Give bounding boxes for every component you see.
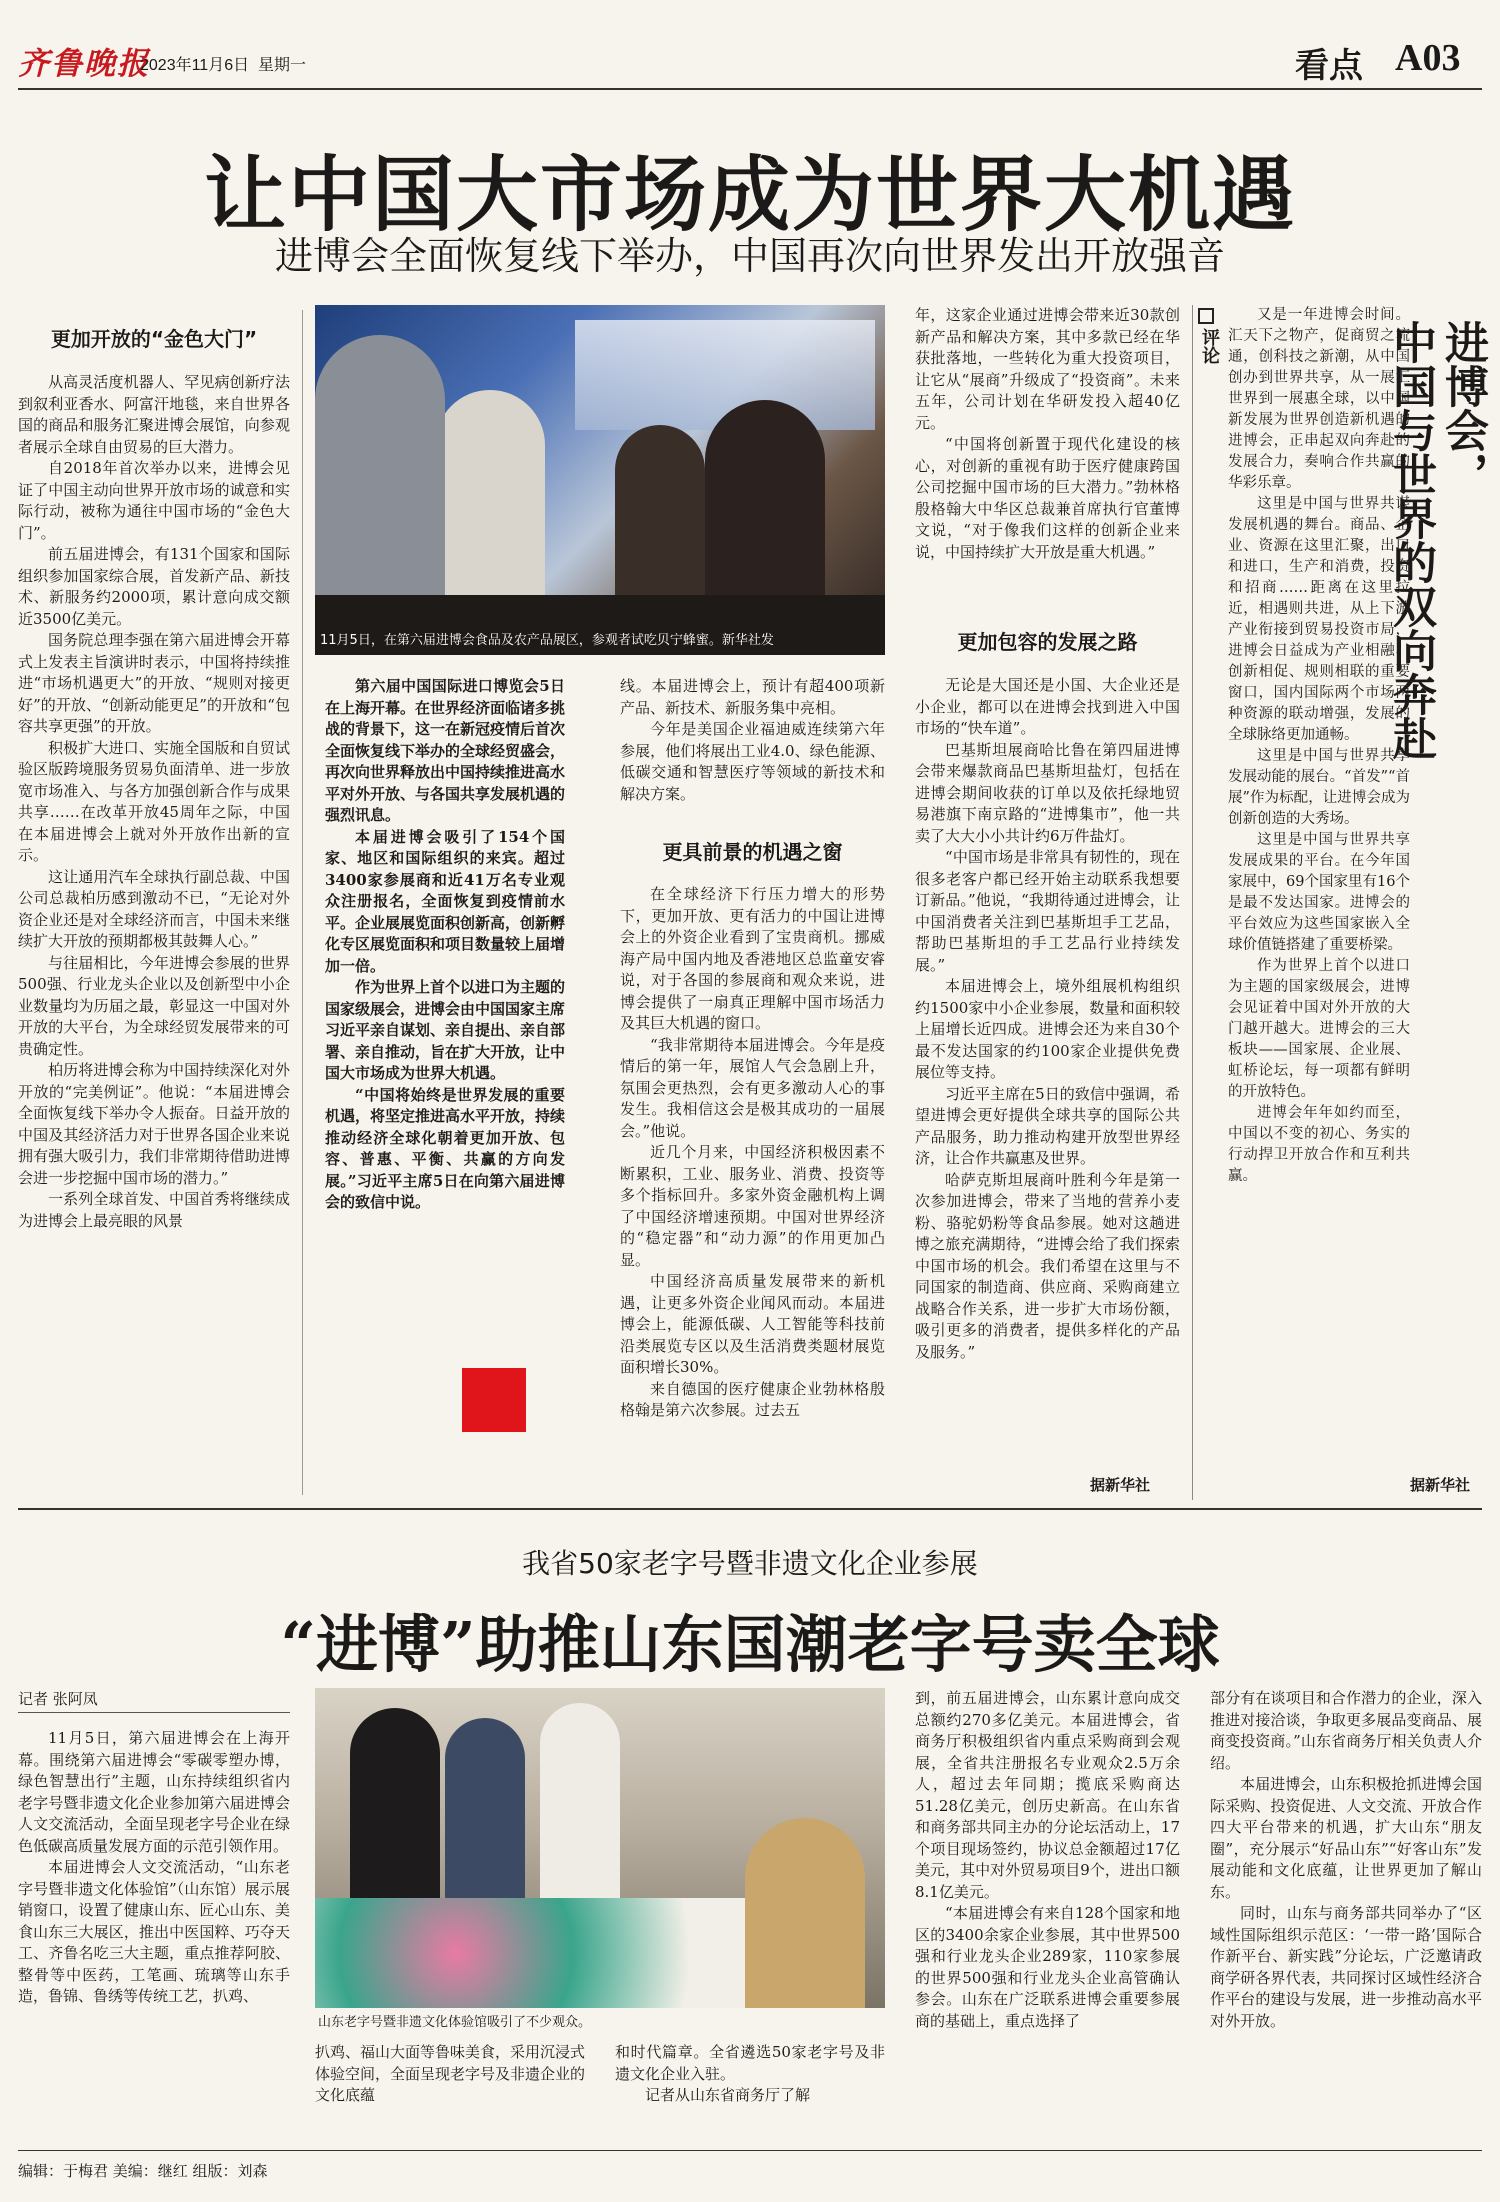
paragraph: “中国将始终是世界发展的重要机遇，将坚定推进高水平开放，持续推动经济全球化朝着更加开放、包容、普惠、平衡、共赢的方向发展。”习近平主席5日在向第六届进博会的致信中说。 <box>325 1085 565 1211</box>
paragraph: 记者从山东省商务厅了解 <box>645 2086 811 2104</box>
photo-person <box>435 390 545 620</box>
commentary-tag <box>1198 308 1220 370</box>
top-col3-top <box>620 676 885 808</box>
bottom-col3 <box>615 2042 885 2124</box>
paragraph: 在全球经济下行压力增大的形势下，更加开放、更有活力的中国让进博会上的外资企业看到了宝贵商机。挪威海产局中国内地及香港地区总监童安睿说，对于各国的参展商和观众来说，进博会提供了一扇真正理解中国市场活力及其巨大机遇的窗口。 <box>620 885 885 1032</box>
reporter-byline: 记者 张阿凤 <box>18 1688 290 1713</box>
top-story-byline: 据新华社 <box>1090 1476 1151 1494</box>
top-col3 <box>620 884 885 1496</box>
commentary-headline <box>1385 320 1488 1080</box>
paragraph: “本届进博会有来自128个国家和地区的3400余家企业参展，其中世界500强和行业龙头企业289家，110家参展的世界500强和行业龙头企业高管确认参会。山东在广泛联系进博会重要参展商的基础上，重点选择了 <box>915 1904 1180 2030</box>
paragraph: 这里是中国与世界共享发展成果的平台。在今年国家展中，69个国家里有16个是最不发达国家。进博会的平台效应为这些国家嵌入全球价值链搭建了重要桥梁。 <box>1228 832 1410 953</box>
paragraph: “我非常期待本届进博会。今年是疫情后的第一年，展馆人气会急剧上升，氛围会更热烈，会有更多激动人心的事发生。我相信这会是极其成功的一届展会。”他说。 <box>620 1035 885 1140</box>
commentary-byline: 据新华社 <box>1410 1476 1471 1494</box>
paragraph: “中国将创新置于现代化建设的核心，对创新的重视有助于医疗健康跨国公司挖掘中国市场的巨大潜力。”勃林格殷格翰大中华区总裁兼首席执行官董博文说，“对于像我们这样的创新企业来说，中国持续扩大开放是重大机遇。” <box>915 435 1180 561</box>
expo-photo <box>315 305 885 655</box>
paragraph: 一系列全球首发、中国首秀将继续成为进博会上最亮眼的风景 <box>18 1190 290 1230</box>
photo-person <box>615 425 705 615</box>
top-col1 <box>18 372 290 1492</box>
paragraph: 无论是大国还是小国、大企业还是小企业，都可以在进博会找到进入中国市场的“快车道”。 <box>915 676 1180 737</box>
paragraph: 进博会年年如约而至，中国以不变的初心、务实的行动捍卫开放合作和互利共赢。 <box>1228 1105 1410 1184</box>
masthead-logo: 齐鲁晚报 <box>18 46 150 82</box>
paragraph: 到，前五届进博会，山东累计意向成交总额约270多亿美元。本届进博会，省商务厅积极组织省内重点采购商到会观展，全省共注册报名专业观众2.5万余人，超过去年同期；揽底采购商达51.28亿美元，创历史新高。在山东省和商务部共同主办的分论坛活动上，17个项目现场签约，协议总金额超过17亿美元，其中对外贸易项目9个，进出口额8.1亿美元。 <box>915 1689 1180 1901</box>
paragraph: 从高灵活度机器人、罕见病创新疗法到叙利亚香水、阿富汗地毯，来自世界各国的商品和服务汇聚进博会展馆，向参观者展示全球自由贸易的巨大潜力。 <box>18 373 290 456</box>
bottom-kicker: 我省50家老字号暨非遗文化企业参展 <box>522 1547 978 1580</box>
bottom-col1 <box>18 1728 290 2123</box>
paragraph: 作为世界上首个以进口为主题的国家级展会，进博会见证着中国对外开放的大门越开越大。进博会的三大板块——国家展、企业展、虹桥论坛，每一项都有鲜明的开放特色。 <box>1228 958 1410 1100</box>
paragraph: 这里是中国与世界共享发展动能的展台。“首发”“首展”作为标配，让进博会成为创新创造的大秀场。 <box>1228 748 1410 827</box>
paragraph: 同时，山东与商务部共同举办了“区域性国际组织示范区：‘一带一路’国际合作新平台、新实践”分论坛，广泛邀请政商学研各界代表，共同探讨区域性经济合作平台的建设与发展，进一步推动高水平对外开放。 <box>1210 1904 1482 2030</box>
commentary-tag-label: 评论 <box>1199 328 1220 364</box>
paragraph: 中国经济高质量发展带来的新机遇，让更多外资企业闻风而动。本届进博会上，能源低碳、人工智能等科技前沿类展览专区以及生活消费类题材展览面积增长30%。 <box>620 1272 885 1376</box>
paragraph: 本届进博会上，境外组展机构组织约1500家中小企业参展，数量和面积较上届增长近四成。进博会还为来自30个最不发达国家的约100家企业提供免费展位等支持。 <box>915 977 1180 1081</box>
paragraph: 这让通用汽车全球执行副总裁、中国公司总裁柏历感到激动不已，“无论对外资企业还是对全球经济而言，中国未来继续扩大开放的预期都极其鼓舞人心。” <box>18 867 290 950</box>
bottom-photo-caption: 山东老字号暨非遗文化体验馆吸引了不少观众。 <box>318 2015 592 2030</box>
page-number: A03 <box>1395 37 1461 79</box>
paragraph: “中国市场是非常具有韧性的，现在很多老客户都已经开始主动联系我想要订新品。”他说，“我期待通过进博会，让中国消费者关注到巴基斯坦手工艺品，帮助巴基斯坦的手工艺品行业持续发展。” <box>915 848 1180 974</box>
commentary-tag-icon <box>1198 308 1214 324</box>
col1-subhead: 更加开放的“金色大门” <box>50 327 258 351</box>
paragraph: 本届进博会人文交流活动，“山东老字号暨非遗文化体验馆”（山东馆）展示展销窗口，设置了健康山东、匠心山东、美食山东三大展区，推出中医国粹、巧夺天工、齐鲁名吃三大主题，重点推荐阿胶、整骨等中医药，工笔画、琉璃等山东手造，鲁锦、鲁绣等传统工艺，扒鸡、 <box>18 1858 290 2005</box>
col3-subhead: 更具前景的机遇之窗 <box>662 840 843 864</box>
photo-artist <box>745 1818 865 2008</box>
bottom-col5 <box>1210 1688 1482 2124</box>
paragraph: 线。本届进博会上，预计有超400项新产品、新技术、新服务集中亮相。 <box>620 677 885 717</box>
top-subheadline: 进博会全面恢复线下举办，中国再次向世界发出开放强音 <box>274 234 1225 278</box>
paragraph: 今年是美国企业福迪威连续第六年参展，他们将展出工业4.0、绿色能源、低碳交通和智慧医疗等领域的新技术和解决方案。 <box>620 720 885 803</box>
red-block <box>462 1368 526 1432</box>
paragraph: 扒鸡、福山大面等鲁味美食，采用沉浸式体验空间，全面呈现老字号及非遗企业的文化底蕴 <box>315 2043 585 2104</box>
top-col4-top <box>915 305 1180 605</box>
paragraph: 自2018年首次举办以来，进博会见证了中国主动向世界开放市场的诚意和实际行动，被称为通往中国市场的“金色大门”。 <box>18 459 290 542</box>
paragraph: 哈萨克斯坦展商叶胜利今年是第一次参加进博会，带来了当地的营养小麦粉、骆驼奶粉等食品参展。她对这趟进博之旅充满期待，“进博会给了我们探索中国市场的机会。我们希望在这里与不同国家的制造商、供应商、采购商建立战略合作关系，进一步扩大市场份额，吸引更多的消费者，提供多样化的产品及服务。” <box>915 1170 1180 1361</box>
culture-hall-photo <box>315 1688 885 2008</box>
issue-date: 2023年11月6日 <box>140 57 250 74</box>
paragraph: 部分有在谈项目和合作潜力的企业，深入推进对接洽谈，争取更多展品变商品、展商变投资商。”山东省商务厅相关负责人介绍。 <box>1210 1689 1482 1772</box>
col4-subhead: 更加包容的发展之路 <box>957 630 1138 654</box>
photo-person <box>705 400 825 610</box>
paragraph: 巴基斯坦展商哈比鲁在第四届进博会带来爆款商品巴基斯坦盐灯，包括在进博会期间收获的订单以及依托绿地贸易港旗下南京路的“进博集市”，他一共卖了大大小小共计约6万件盐灯。 <box>915 740 1180 845</box>
footer-rule <box>18 2150 1482 2151</box>
commentary-headline-line2: 中国与世界的双向奔赴 <box>1385 320 1436 760</box>
paragraph: 这里是中国与世界共谋发展机遇的舞台。商品、企业、资源在这里汇聚，出口和进口，生产和消费，投资和招商……距离在这里拉近，相遇则共进，从上下游产业衔接到贸易投资市局，进博会日益成为产业相融、创新相促、规则相联的重要窗口，国内国际两个市场两种资源的联动增强，发展的全球脉络更加通畅。 <box>1228 496 1410 743</box>
top-col4 <box>915 675 1180 1475</box>
paragraph: 本届进博会，山东积极抢抓进博会国际采购、投资促进、人文交流、开放合作四大平台带来的机遇，扩大山东“朋友圈”，充分展示“好品山东”“好客山东”发展动能和文化底蕴，让世界更加了解山东。 <box>1210 1775 1482 1901</box>
top-headline: 让中国大市场成为世界大机遇 <box>203 147 1296 243</box>
paragraph: 来自德国的医疗健康企业勃林格殷格翰是第六次参展。过去五 <box>620 1379 885 1419</box>
footer-credits: 编辑：于梅君 美编：继红 组版：刘森 <box>18 2162 268 2180</box>
paragraph: 习近平主席在5日的致信中强调，希望进博会更好提供全球共享的国际公共产品服务，助力推动构建开放型世界经济，让合作共赢惠及世界。 <box>915 1084 1180 1167</box>
photo-caption: 11月5日，在第六届进博会食品及农产品展区，参观者试吃贝宁蜂蜜。新华社发 <box>320 633 774 648</box>
paragraph: 国务院总理李强在第六届进博会开幕式上发表主旨演讲时表示，中国将持续推进“市场机遇更大”的开放、“规则对接更好”的开放、“创新动能更足”的开放和“包容共享更强”的开放。 <box>18 631 290 735</box>
paragraph: 作为世界上首个以进口为主题的国家级展会，进博会由中国国家主席习近平亲自谋划、亲自提出、亲自部署、亲自推动，旨在扩大开放，让中国大市场成为世界大机遇。 <box>325 978 565 1082</box>
section-name: 看点 <box>1295 46 1363 86</box>
paragraph: 年，这家企业通过进博会带来近30款创新产品和解决方案，其中多款已经在华获批落地，一些转化为重大投资项目，让它从“展商”升级成了“投资商”。未来五年，公司计划在华研发投入超40亿元。 <box>915 306 1180 432</box>
section-divider <box>18 1508 1482 1510</box>
photo-painting <box>315 1898 785 2008</box>
issue-weekday: 星期一 <box>258 55 307 74</box>
paragraph: 积极扩大进口、实施全国版和自贸试验区版跨境服务贸易负面清单、进一步放宽市场准入、与各方加强创新合作与成果共享……在改革开放45周年之际，中国在本届进博会上就对外开放作出新的宣示。 <box>18 738 290 864</box>
paragraph: 前五届进博会，有131个国家和国际组织参加国家综合展，首发新产品、新技术、新服务约2000项，累计意向成交额近3500亿美元。 <box>18 545 290 628</box>
paragraph: 与往届相比，今年进博会参展的世界500强、行业龙头企业以及创新型中小企业数量均为历届之最，彰显这一中国对外开放的大平台，为全球经贸发展带来的可贵确定性。 <box>18 953 290 1058</box>
paragraph: 和时代篇章。全省遴选50家老字号及非遗文化企业入驻。 <box>615 2043 885 2083</box>
photo-person <box>315 335 445 635</box>
top-col2 <box>325 676 565 1366</box>
header-rule <box>18 88 1482 90</box>
paragraph: 本届进博会吸引了154个国家、地区和国际组织的来宾。超过3400家参展商和近41万名专业观众注册报名，全面恢复到疫情前水平。企业展展览面积创新高，创新孵化专区展览面积和项目数量较上届增加一倍。 <box>325 827 565 975</box>
column-rule <box>302 310 303 1495</box>
commentary-headline-line1: 进博会， <box>1437 320 1488 496</box>
commentary-body <box>1228 305 1410 1490</box>
paragraph: 第六届中国国际进口博览会5日在上海开幕。在世界经济面临诸多挑战的背景下，这一在新冠疫情后首次全面恢复线下举办的全球经贸盛会，再次向世界释放出中国持续推进高水平对外开放、与各国共享发展机遇的强烈讯息。 <box>325 677 565 824</box>
paragraph: 近几个月来，中国经济积极因素不断累积，工业、服务业、消费、投资等多个指标回升。多家外资金融机构上调了中国经济增速预期。中国对世界经济的“稳定器”和“动力源”的作用更加凸显。 <box>620 1143 885 1269</box>
paragraph: 柏历将进博会称为中国持续深化对外开放的“完美例证”。他说：“本届进博会全面恢复线下举办令人振奋。日益开放的中国及其经济活力对于世界各国企业来说拥有强大吸引力，我们非常期待借助进博会进一步挖掘中国市场的潜力。” <box>18 1061 290 1187</box>
commentary-rule <box>1192 305 1193 1500</box>
bottom-headline: “进博”助推山东国潮老字号卖全球 <box>280 1608 1220 1681</box>
paragraph: 又是一年进博会时间。汇天下之物产，促商贸之流通，创科技之新潮，从中国创办到世界共享，从一展汇世界到一展惠全球，以中国新发展为世界创造新机遇的进博会，正串起双向奔赴的发展合力，奏响合作共赢的华彩乐章。 <box>1228 307 1410 491</box>
bottom-col2 <box>315 2042 585 2124</box>
paragraph: 11月5日，第六届进博会在上海开幕。围绕第六届进博会“零碳零塑办博，绿色智慧出行”主题，山东持续组织省内老字号暨非遗文化企业参加第六届进博会人文交流活动，全面呈现老字号企业在绿色低碳高质量发展方面的示范引领作用。 <box>18 1729 290 1855</box>
bottom-col4 <box>915 1688 1180 2124</box>
